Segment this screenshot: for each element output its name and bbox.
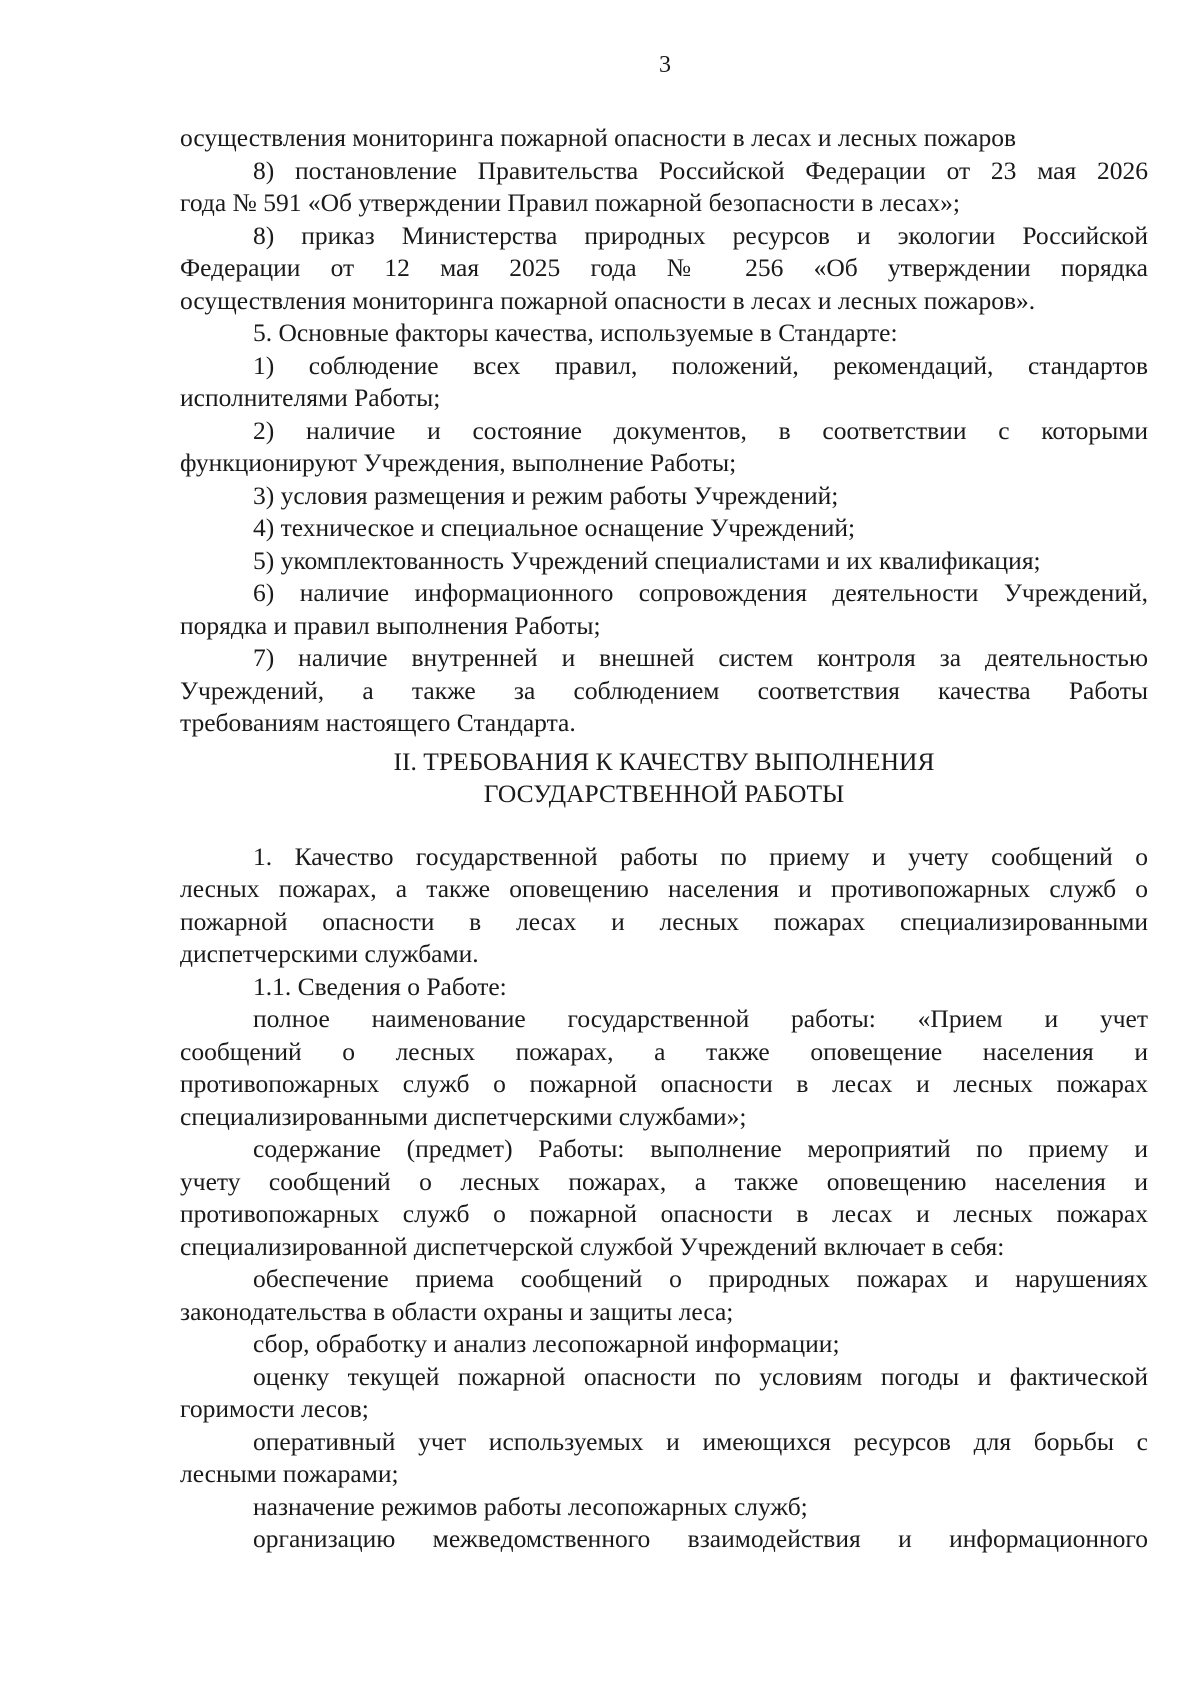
text-line: лесными пожарами; xyxy=(180,1459,399,1488)
text-line: Федерации от 12 мая 2025 года № 256 «Об утверждении порядка xyxy=(180,253,1148,282)
text-line: года № 591 «Об утверждении Правил пожарной безопасности в лесах»; xyxy=(180,188,960,217)
text-line: исполнителями Работы; xyxy=(180,383,441,412)
document-body xyxy=(180,122,1148,1556)
text-line: 5. Основные факторы качества, используемые в Стандарте: xyxy=(253,318,898,347)
text-line: 1.1. Сведения о Работе: xyxy=(253,971,507,1001)
section-heading-line: II. ТРЕБОВАНИЯ К КАЧЕСТВУ ВЫПОЛНЕНИЯ xyxy=(393,746,935,776)
text-line: специализированными диспетчерскими службами»; xyxy=(180,1101,747,1131)
text-line: диспетчерскими службами. xyxy=(180,939,479,968)
text-line: требованиям настоящего Стандарта. xyxy=(180,708,576,737)
text-line: законодательства в области охраны и защиты леса; xyxy=(180,1296,734,1326)
text-line: 5) укомплектованность Учреждений специалистами и их квалификация; xyxy=(253,545,1041,575)
text-line: специализированной диспетчерской службой Учреждений включает в себя: xyxy=(180,1231,1005,1261)
text-line: 6) наличие информационного сопровождения деятельности Учреждений, xyxy=(253,578,1148,607)
text-line: 1) соблюдение всех правил, положений, рекомендаций, стандартов xyxy=(253,350,1148,380)
text-line: организацию межведомственного взаимодействия и информационного xyxy=(253,1524,1148,1553)
text-line: назначение режимов работы лесопожарных служб; xyxy=(253,1491,808,1521)
text-line: осуществления мониторинга пожарной опасности в лесах и лесных пожаров xyxy=(180,123,1016,152)
text-line: оперативный учет используемых и имеющихся ресурсов для борьбы с xyxy=(253,1426,1148,1456)
text-line: осуществления мониторинга пожарной опасности в лесах и лесных пожаров». xyxy=(180,285,1036,315)
text-line: 4) техническое и специальное оснащение Учреждений; xyxy=(253,513,856,542)
text-line: учету сообщений о лесных пожарах, а также оповещению населения и xyxy=(180,1166,1148,1196)
text-line: Учреждений, а также за соблюдением соответствия качества Работы xyxy=(180,675,1148,705)
text-line: пожарной опасности в лесах и лесных пожарах специализированными xyxy=(180,906,1148,936)
text-line: 2) наличие и состояние документов, в соответствии с которыми xyxy=(253,415,1148,445)
text-line: противопожарных служб о пожарной опасности в лесах и лесных пожарах xyxy=(180,1199,1148,1228)
text-line: обеспечение приема сообщений о природных пожарах и нарушениях xyxy=(253,1264,1148,1293)
spacer xyxy=(180,811,1148,841)
section-heading xyxy=(180,746,1148,811)
text-line: противопожарных служб о пожарной опасности в лесах и лесных пожарах xyxy=(180,1069,1148,1098)
text-line: 8) приказ Министерства природных ресурсов и экологии Российской xyxy=(253,220,1148,250)
text-line: 1. Качество государственной работы по приему и учету сообщений о xyxy=(253,841,1148,871)
text-line: лесных пожарах, а также оповещению населения и противопожарных служб о xyxy=(180,874,1148,903)
text-line: 8) постановление Правительства Российской Федерации от 23 мая 2026 xyxy=(253,155,1148,185)
text-line: горимости лесов; xyxy=(180,1394,369,1423)
text-line: 7) наличие внутренней и внешней систем контроля за деятельностью xyxy=(253,643,1148,672)
text-line: полное наименование государственной работы: «Прием и учет xyxy=(253,1004,1148,1033)
text-line: функционируют Учреждения, выполнение Работы; xyxy=(180,448,737,477)
text-line: сбор, обработку и анализ лесопожарной информации; xyxy=(253,1329,840,1358)
text-line: оценку текущей пожарной опасности по условиям погоды и фактической xyxy=(253,1361,1148,1391)
text-line: содержание (предмет) Работы: выполнение мероприятий по приему и xyxy=(253,1134,1148,1163)
text-line: сообщений о лесных пожарах, а также оповещение населения и xyxy=(180,1036,1148,1066)
text-line: порядка и правил выполнения Работы; xyxy=(180,610,601,640)
section-heading-line: ГОСУДАРСТВЕННОЙ РАБОТЫ xyxy=(483,779,845,808)
page-number: 3 xyxy=(659,52,671,78)
text-line: 3) условия размещения и режим работы Учреждений; xyxy=(253,480,839,510)
